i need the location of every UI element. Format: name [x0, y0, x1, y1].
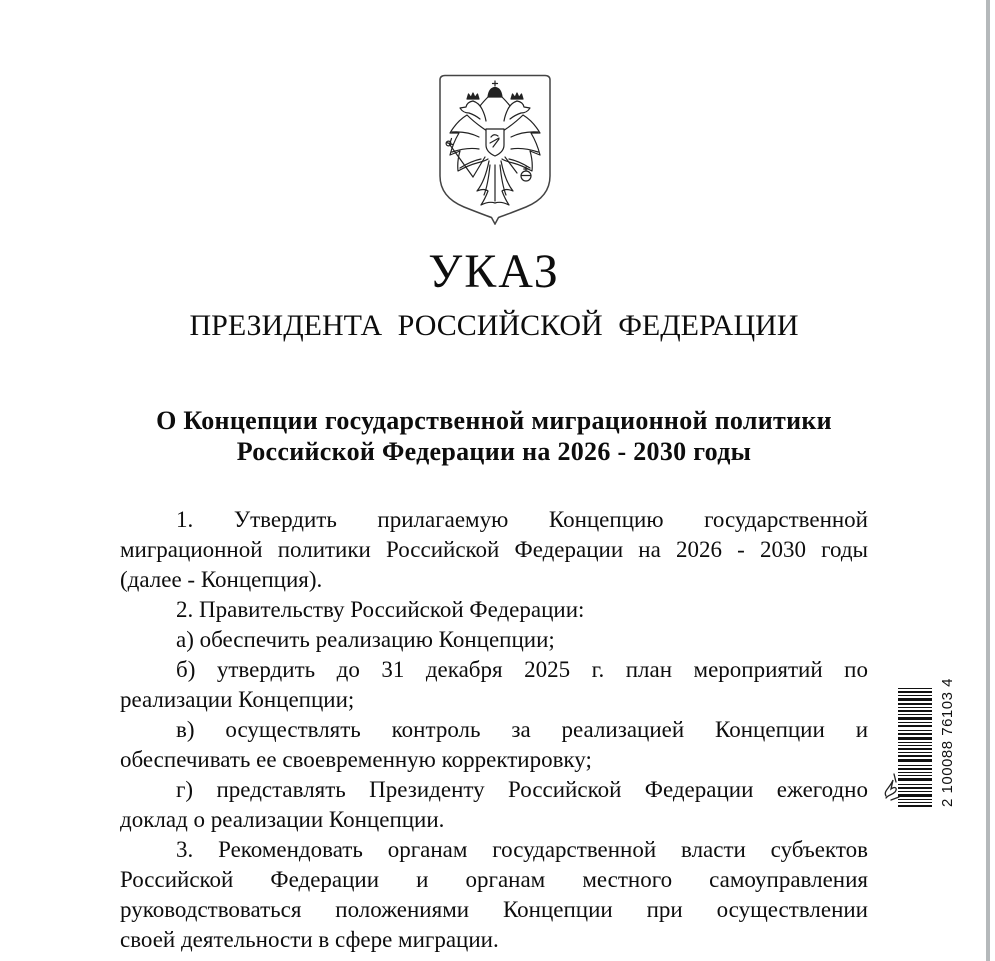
body-line: 1. Утвердить прилагаемую Концепцию государственной [176, 507, 868, 532]
body-line: доклад о реализации Концепции. [120, 807, 445, 832]
body-line: миграционной политики Российской Федерации на 2026 - 2030 годы [120, 537, 868, 562]
body-line: обеспечивать ее своевременную корректировку; [120, 747, 592, 772]
body-line: б) утвердить до 31 декабря 2025 г. план мероприятий по [176, 657, 868, 682]
body-line: своей деятельности в сфере миграции. [120, 927, 499, 952]
decree-subject [120, 405, 868, 467]
body-line: а) обеспечить реализацию Концепции; [176, 627, 555, 652]
body-line: руководствоваться положениями Концепции при осуществлении [120, 897, 868, 922]
body-line: Российской Федерации и органам местного самоуправления [120, 867, 868, 892]
body-line: в) осуществлять контроль за реализацией Концепции и [176, 717, 868, 742]
decree-subject-line2: Российской Федерации на 2026 - 2030 годы [236, 437, 752, 466]
russia-coat-of-arms-icon [433, 73, 557, 225]
body-line: 2. Правительству Российской Федерации: [176, 597, 585, 622]
decree-subject-line1: О Концепции государственной миграционной политики [156, 406, 832, 435]
page-edge-line [986, 0, 990, 961]
barcode-number: 2 100088 76103 4 [939, 678, 956, 807]
barcode-bars [898, 687, 932, 807]
decree-body [120, 505, 868, 955]
body-line: г) представлять Президенту Российской Федерации ежегодно [176, 777, 868, 802]
decree-title: УКАЗ [428, 245, 560, 298]
body-line: (далее - Концепция). [120, 567, 323, 592]
barcode [898, 678, 956, 807]
body-line: 3. Рекомендовать органам государственной власти субъектов [176, 837, 868, 862]
body-line: реализации Концепции; [120, 687, 355, 712]
decree-issuer: ПРЕЗИДЕНТА РОССИЙСКОЙ ФЕДЕРАЦИИ [189, 309, 799, 342]
